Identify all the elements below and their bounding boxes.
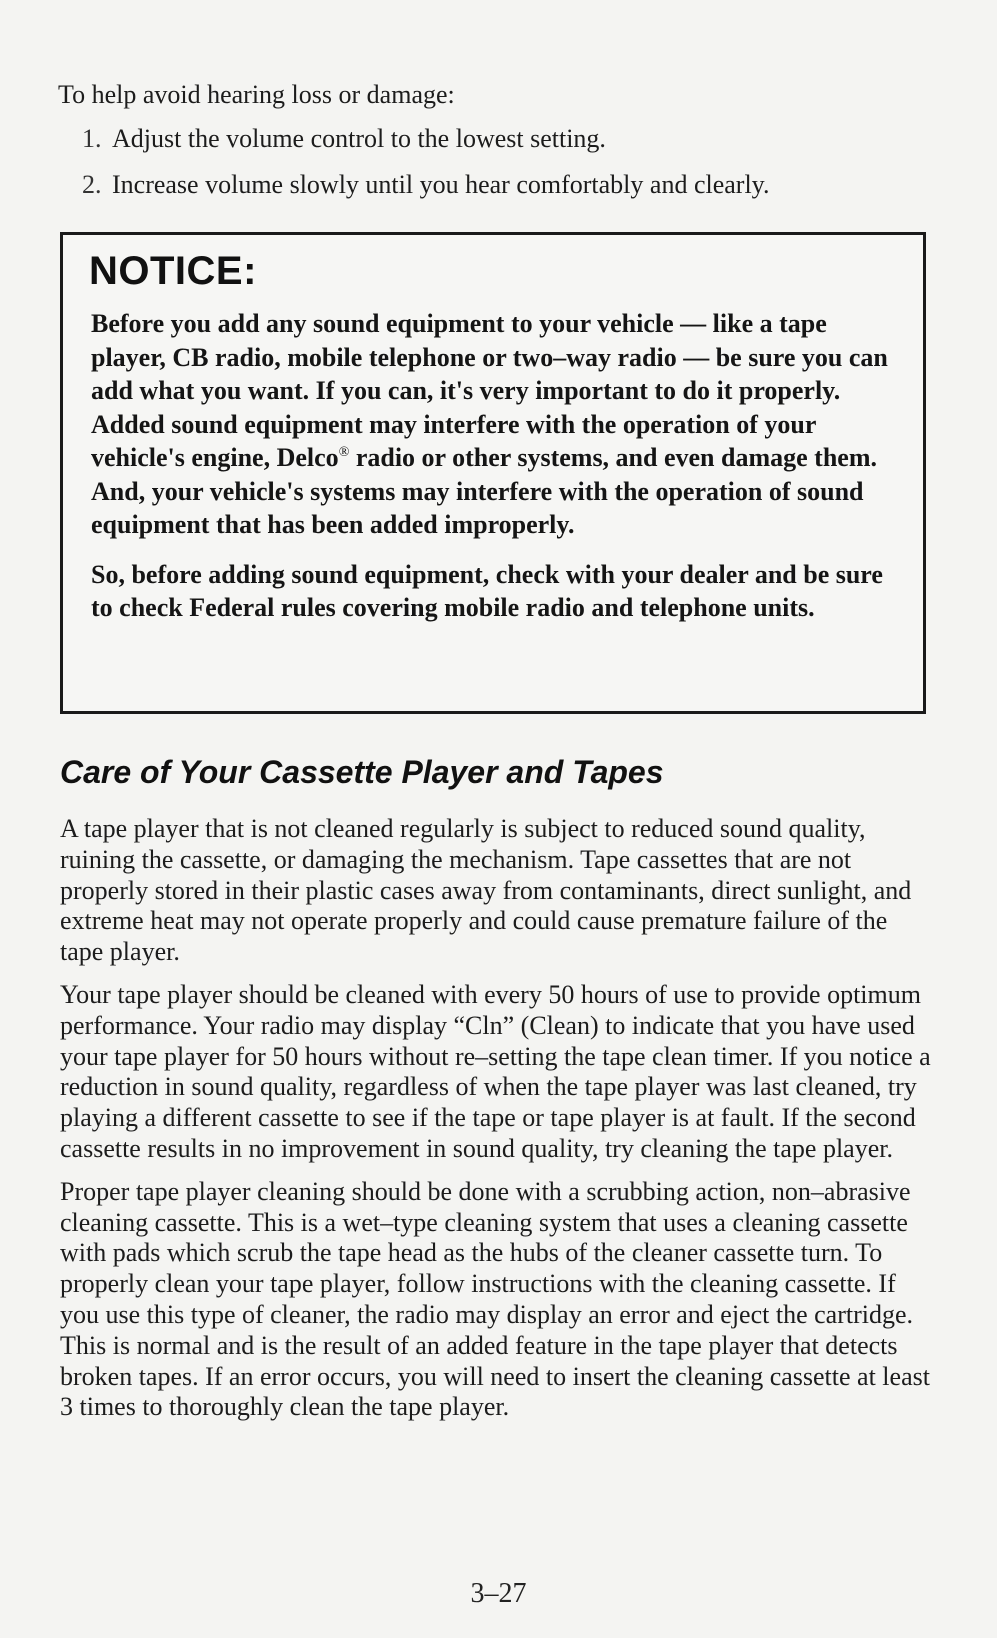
body-paragraph: Your tape player should be cleaned with every 50 hours of use to provide optimum performance. Your radio may display “Cln” (Clean) to indicate that you have used your tape player for 50 hours without re–setting the tape clean timer. If you notice a reduction in sound quality, regardless of when the tape player was last cleaned, try playing a different cassette to see if the tape or tape player is at fault. If the second cassette results in no improvement in sound quality, try cleaning the tape player. (60, 979, 931, 1163)
hearing-step: 2. Increase volume slowly until you hear comfortably and clearly. (108, 168, 938, 202)
section-body (60, 814, 936, 1435)
notice-text: radio or other systems, and even damage them. And, your vehicle's systems may interfere with the operation of sound equipment that has been added improperly. (91, 443, 877, 539)
section-heading: Care of Your Cassette Player and Tapes (60, 754, 664, 790)
hearing-advice (58, 78, 938, 214)
notice-title: NOTICE: (89, 249, 257, 293)
notice-text: Before you add any sound equipment to your vehicle — like a tape player, CB radio, mobile telephone or two–way radio — be sure you can add what you want. If you can, it's very important to do it properly. Added sound equipment may interfere with the operation of your vehicle's engine, Delco (91, 309, 888, 472)
hearing-step: 1. Adjust the volume control to the lowest setting. (108, 122, 938, 156)
body-paragraph: A tape player that is not cleaned regularly is subject to reduced sound quality, ruining the cassette, or damaging the mechanism. Tape cassettes that are not properly stored in their plastic cases away from contaminants, direct sunlight, and extreme heat may not operate properly and could cause premature failure of the tape player. (60, 814, 912, 967)
notice-box (60, 232, 926, 714)
notice-paragraph: So, before adding sound equipment, check with your dealer and be sure to check Federal rules covering mobile radio and telephone units. (91, 559, 883, 622)
notice-body (91, 307, 891, 641)
registered-mark: ® (338, 445, 350, 460)
hearing-advice-lead: To help avoid hearing loss or damage: (58, 80, 455, 109)
notice-paragraph (91, 307, 891, 542)
hearing-steps-list (58, 122, 938, 202)
page-number: 3–27 (470, 1578, 527, 1609)
body-paragraph: Proper tape player cleaning should be done with a scrubbing action, non–abrasive cleaning cassette. This is a wet–type cleaning system that uses a cleaning cassette with pads which scrub the tape head as the hubs of the cleaner cassette turn. To properly clean your tape player, follow instructions with the cleaning cassette. If you use this type of cleaner, the radio may display an error and eject the cartridge. This is normal and is the result of an added feature in the tape player that detects broken tapes. If an error occurs, you will need to insert the cleaning cassette at least 3 times to thoroughly clean the tape player. (60, 1176, 930, 1422)
